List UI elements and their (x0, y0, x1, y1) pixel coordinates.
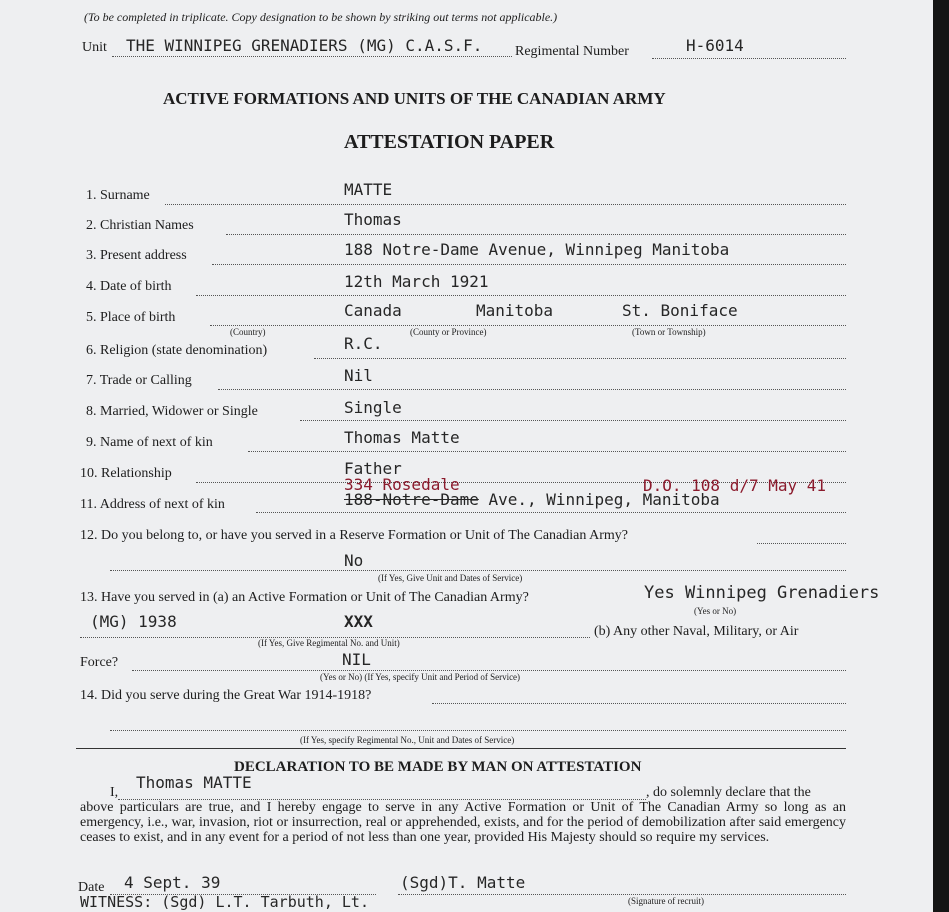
q1-line (165, 204, 846, 205)
q13-caption-regimental: (If Yes, Give Regimental No. and Unit) (258, 638, 400, 648)
q13-value: Yes Winnipeg Grenadiers (644, 583, 880, 603)
q14-line-b (110, 730, 846, 731)
q5-line (210, 325, 846, 326)
q11-correction: 334 Rosedale (344, 475, 460, 494)
signature-caption: (Signature of recruit) (628, 896, 704, 906)
q13-struck-out: XXX (344, 612, 373, 631)
q5-town: St. Boniface (622, 301, 738, 320)
unit-label: Unit (82, 40, 107, 55)
q12-label: 12. Do you belong to, or have you served in a Reserve Formation or Unit of The Canadian Army? (80, 528, 628, 543)
q4-value: 12th March 1921 (344, 272, 489, 291)
q11-label: 11. Address of next of kin (80, 497, 225, 512)
q6-label: 6. Religion (state denomination) (86, 343, 268, 358)
q1-value: MATTE (344, 180, 393, 199)
q2-label: 2. Christian Names (86, 218, 194, 233)
q7-label: 7. Trade or Calling (86, 373, 192, 388)
q4-line (196, 295, 846, 296)
q13-caption-force: (Yes or No) (If Yes, specify Unit and Period of Service) (320, 672, 521, 682)
q13-label: 13. Have you served in (a) an Active Formation or Unit of The Canadian Army? (80, 590, 529, 605)
form-title: ATTESTATION PAPER (344, 131, 555, 153)
unit-value: THE WINNIPEG GRENADIERS (MG) C.A.S.F. (126, 36, 483, 55)
q1-label: 1. Surname (86, 188, 150, 203)
q13-force-label: Force? (80, 655, 119, 670)
q5-label: 5. Place of birth (86, 310, 176, 325)
declaration-text-end: , do solemnly declare that the (646, 785, 811, 800)
q12-line-a (757, 543, 846, 544)
q5-province: Manitoba (476, 301, 554, 320)
unit-line (112, 56, 512, 57)
q2-line (226, 234, 846, 235)
q13-force-value: NIL (342, 650, 371, 669)
q13-b-label: (b) Any other Naval, Military, or Air (594, 624, 799, 639)
q11-line (256, 512, 846, 513)
q6-value: R.C. (344, 334, 383, 353)
declaration-i-label: I, (110, 785, 119, 800)
declaration-body: above particulars are true, and I hereby engage to serve in any Active Formation or Unit of The Canadian Army so long as an emergency, i.e., war, invasion, riot or insurrection, real or apprehended, exists, and for the period of demobilization after said emergency ceases to exist, and in any event for a period of not less than one year, provided His Majesty should so require my services. (80, 800, 846, 845)
declaration-name: Thomas MATTE (136, 773, 252, 792)
q5-caption-town: (Town or Township) (632, 327, 706, 337)
q8-value: Single (344, 398, 402, 417)
q11-note: D.O. 108 d/7 May 41 (643, 476, 827, 495)
q8-line (300, 420, 846, 421)
section-divider (76, 748, 846, 749)
q2-value: Thomas (344, 210, 402, 229)
q14-label: 14. Did you serve during the Great War 1914-1918? (80, 688, 372, 703)
q13-caption-yes-no: (Yes or No) (694, 606, 737, 616)
q9-line (248, 451, 846, 452)
q13-line-b (132, 670, 846, 671)
q3-label: 3. Present address (86, 248, 187, 263)
scan-edge (933, 0, 949, 912)
q12-value: No (344, 551, 364, 570)
q9-label: 9. Name of next of kin (86, 435, 213, 450)
q10-value: Father (344, 459, 402, 478)
q10-label: 10. Relationship (80, 466, 172, 481)
form-heading: ACTIVE FORMATIONS AND UNITS OF THE CANADIAN ARMY (163, 89, 666, 108)
date-value: 4 Sept. 39 (124, 873, 221, 892)
q3-value: 188 Notre-Dame Avenue, Winnipeg Manitoba (344, 240, 730, 259)
declaration-heading: DECLARATION TO BE MADE BY MAN ON ATTESTATION (234, 759, 642, 775)
instruction-text: (To be completed in triplicate. Copy designation to be shown by striking out terms not applicable.) (84, 10, 558, 24)
q5-country: Canada (344, 301, 402, 320)
regimental-number-label: Regimental Number (515, 44, 629, 59)
regimental-number-line (652, 58, 846, 59)
q7-line (218, 389, 846, 390)
signature-line (398, 894, 846, 895)
q5-caption-province: (County or Province) (410, 327, 487, 337)
q6-line (314, 358, 846, 359)
q11-value: Ave., Winnipeg, Manitoba (478, 490, 720, 509)
q13-value-2: (MG) 1938 (90, 612, 177, 631)
q5-caption-country: (Country) (230, 327, 266, 337)
q3-line (212, 264, 846, 265)
witness-line: WITNESS: (Sgd) L.T. Tarbuth, Lt. (80, 893, 369, 911)
q11-struck-address: 188-Notre-Dame (344, 490, 479, 509)
q12-line-b (110, 570, 846, 571)
q14-caption: (If Yes, specify Regimental No., Unit and Dates of Service) (300, 735, 515, 745)
date-label: Date (78, 880, 105, 895)
q8-label: 8. Married, Widower or Single (86, 404, 258, 419)
q11-value-row (344, 490, 720, 509)
q4-label: 4. Date of birth (86, 279, 172, 294)
q12-caption: (If Yes, Give Unit and Dates of Service) (378, 573, 523, 583)
q7-value: Nil (344, 366, 373, 385)
regimental-number-value: H-6014 (686, 36, 744, 55)
signature-value: (Sgd)T. Matte (400, 873, 526, 892)
q9-value: Thomas Matte (344, 428, 460, 447)
q14-line-a (432, 703, 846, 704)
